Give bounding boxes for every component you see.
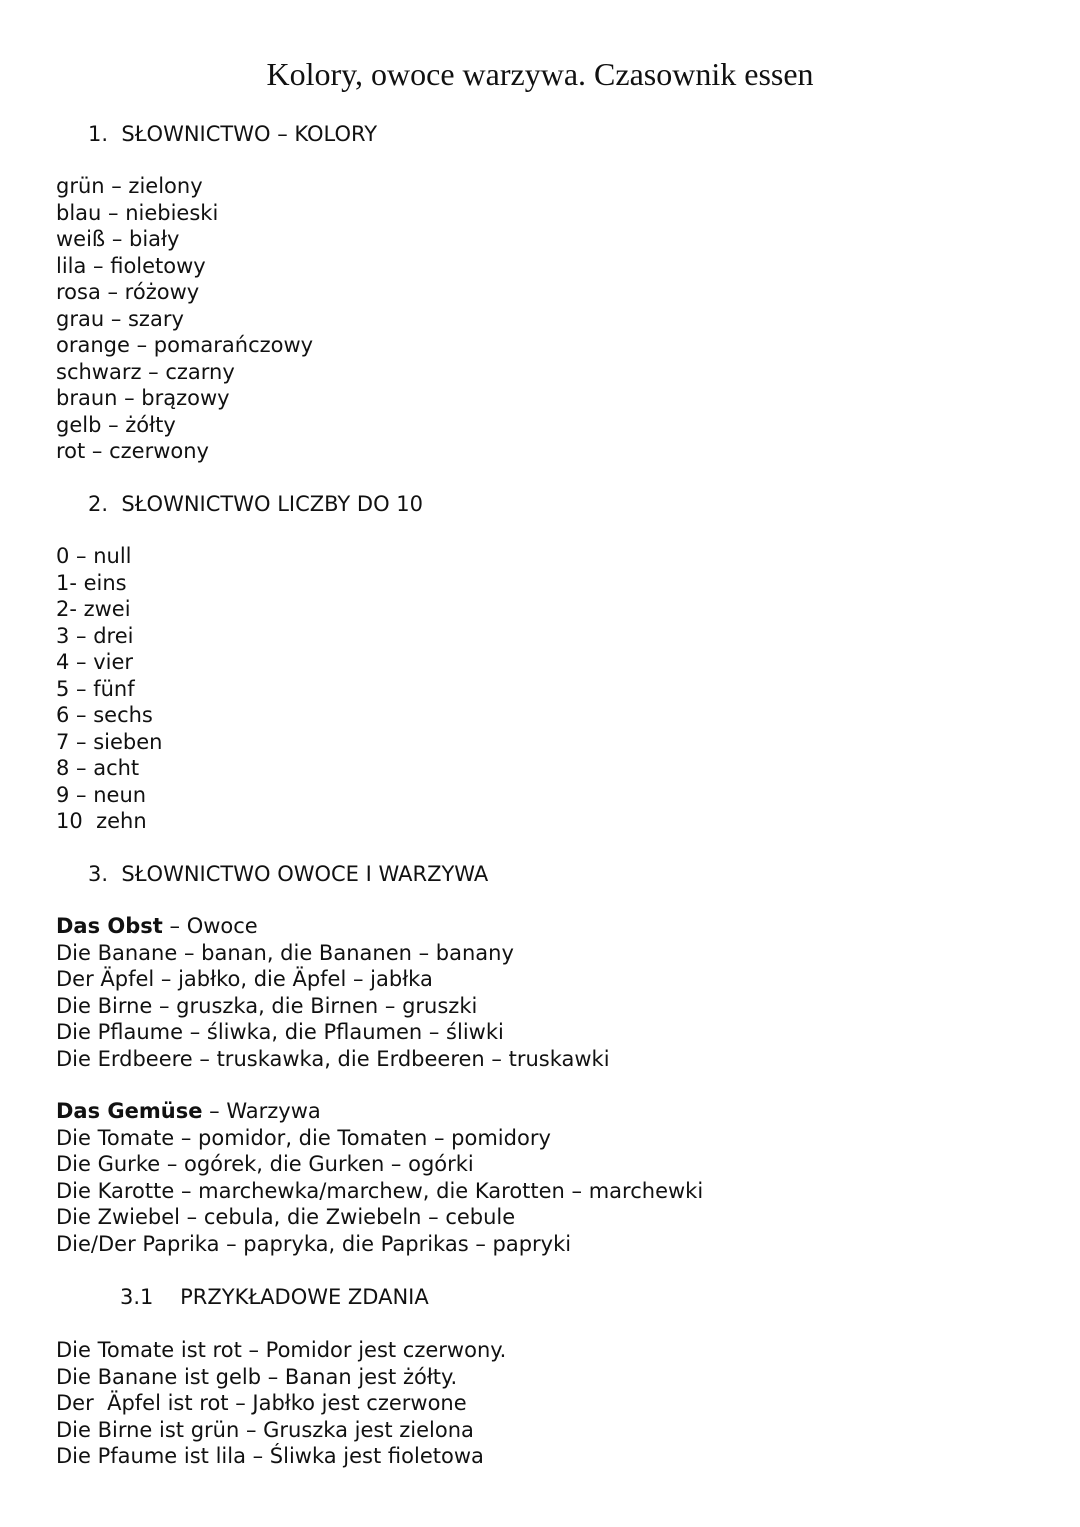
list-item: Die Zwiebel – cebula, die Zwiebeln – cebule — [56, 1205, 516, 1229]
fruit-list — [56, 913, 610, 1072]
list-item: Die/Der Paprika – papryka, die Paprikas – papryki — [56, 1231, 572, 1256]
list-item: Die Karotte – marchewka/marchew, die Karotten – marchewki — [56, 1178, 704, 1203]
colors-list — [56, 173, 313, 465]
vegetables-label-rest: – Warzywa — [202, 1099, 321, 1123]
section-number: 3.1 — [120, 1285, 154, 1309]
list-item: Die Erdbeere – truskawka, die Erdbeeren – truskawki — [56, 1046, 610, 1071]
list-item: rot – czerwony — [56, 439, 209, 463]
list-item: Die Pflaume – śliwka, die Pflaumen – śliwki — [56, 1020, 504, 1044]
list-item: 2- zwei — [56, 597, 131, 621]
vegetables-label — [56, 1098, 703, 1125]
section-heading-examples — [120, 1284, 429, 1310]
list-item: Die Gurke – ogórek, die Gurken – ogórki — [56, 1152, 474, 1176]
list-item: 4 – vier — [56, 650, 134, 674]
fruit-label-bold: Das Obst — [56, 914, 163, 938]
list-item: Die Birne – gruszka, die Birnen – gruszki — [56, 993, 478, 1018]
list-item: 3 – drei — [56, 623, 134, 648]
list-item: 1- eins — [56, 570, 127, 595]
numbers-list — [56, 543, 162, 835]
list-item: blau – niebieski — [56, 200, 219, 225]
list-item: grau – szary — [56, 306, 184, 331]
section-title: SŁOWNICTWO OWOCE I WARZYWA — [121, 862, 489, 886]
fruit-label-rest: – Owoce — [162, 914, 258, 938]
list-item: rosa – różowy — [56, 280, 200, 304]
section-number: 3. — [88, 862, 109, 886]
section-heading-fruits-vegetables — [88, 861, 488, 887]
list-item: Die Pfaume ist lila – Śliwka jest fioletowa — [56, 1444, 484, 1468]
list-item: Die Banane – banan, die Bananen – banany — [56, 940, 514, 965]
list-item: lila – fioletowy — [56, 253, 206, 278]
list-item: Die Birne ist grün – Gruszka jest zielona — [56, 1417, 474, 1442]
section-number: 1. — [88, 122, 109, 146]
list-item: 0 – null — [56, 544, 132, 568]
list-item: schwarz – czarny — [56, 359, 235, 384]
section-heading-colors — [88, 121, 377, 147]
examples-list — [56, 1337, 506, 1470]
list-item: 8 – acht — [56, 756, 140, 780]
list-item: Die Tomate ist rot – Pomidor jest czerwony. — [56, 1338, 507, 1362]
list-item: grün – zielony — [56, 174, 203, 198]
section-title: PRZYKŁADOWE ZDANIA — [180, 1285, 429, 1309]
section-heading-numbers — [88, 491, 423, 517]
list-item: 5 – fünf — [56, 676, 135, 701]
section-title: SŁOWNICTWO – KOLORY — [121, 122, 378, 146]
section-title: SŁOWNICTWO LICZBY DO 10 — [121, 492, 423, 516]
list-item: Die Tomate – pomidor, die Tomaten – pomidory — [56, 1125, 551, 1150]
list-item: weiß – biały — [56, 227, 180, 251]
list-item: 10 zehn — [56, 809, 147, 833]
list-item: braun – brązowy — [56, 386, 230, 410]
fruit-label — [56, 913, 610, 940]
vegetables-label-bold: Das Gemüse — [56, 1099, 203, 1123]
list-item: orange – pomarańczowy — [56, 333, 314, 357]
list-item: Der Äpfel ist rot – Jabłko jest czerwone — [56, 1391, 467, 1415]
list-item: Der Äpfel – jabłko, die Äpfel – jabłka — [56, 967, 433, 991]
section-number: 2. — [88, 492, 109, 516]
list-item: 7 – sieben — [56, 729, 163, 754]
list-item: gelb – żółty — [56, 412, 176, 437]
list-item: 9 – neun — [56, 782, 147, 807]
page-title: Kolory, owoce warzywa. Czasownik essen — [266, 56, 814, 92]
list-item: Die Banane ist gelb – Banan jest żółty. — [56, 1364, 458, 1389]
vegetables-list — [56, 1098, 703, 1257]
list-item: 6 – sechs — [56, 703, 153, 727]
